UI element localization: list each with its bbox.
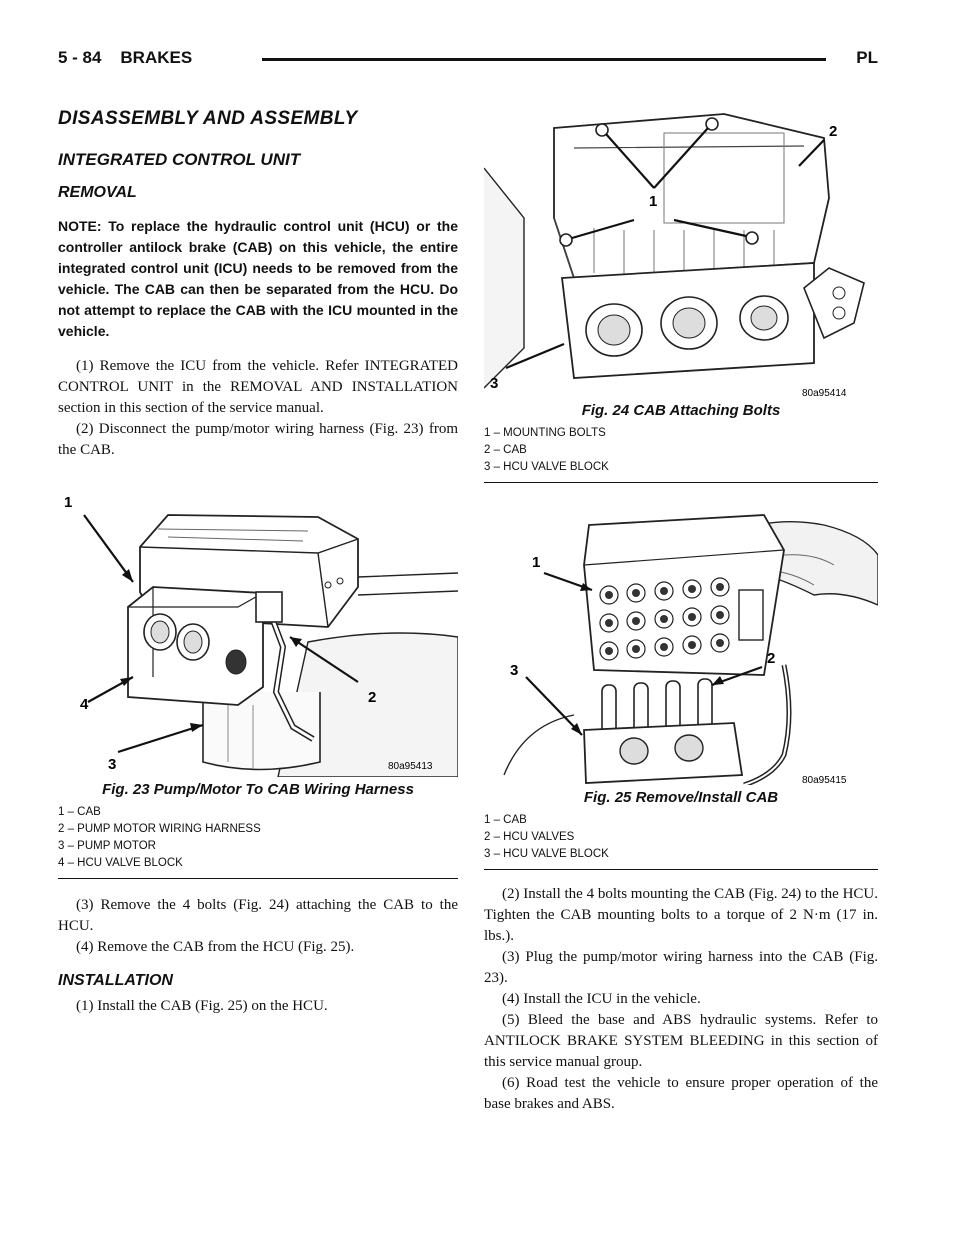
pump-motor-illustration [58,477,458,777]
figure-25 [484,495,878,870]
legend-item: 3 – PUMP MOTOR [58,840,156,852]
model-code: PL [856,48,878,67]
image-code: 80a95415 [802,775,847,785]
page-header [58,44,878,74]
page-number: 5 - 84 BRAKES [58,48,193,67]
removal-step: (4) Remove the CAB from the HCU (Fig. 25). [76,939,355,955]
callout-1: 1 [649,193,658,210]
header-rule [262,58,826,61]
removal-step: (1) Remove the ICU from the vehicle. Refer INTEGRATED CONTROL UNIT in the REMOVAL AND INSTALLATION section in this section of the service manual. [58,358,458,416]
image-code: 80a95414 [802,388,847,398]
installation-step: (3) Plug the pump/motor wiring harness into the CAB (Fig. 23). [484,949,878,986]
callout-1: 1 [532,554,541,571]
callout-3: 3 [490,375,499,392]
figure-caption: Fig. 23 Pump/Motor To CAB Wiring Harness [102,781,414,798]
removal-heading: REMOVAL [58,184,137,201]
installation-step: (5) Bleed the base and ABS hydraulic systems. Refer to ANTILOCK BRAKE SYSTEM BLEEDING in this section of this service manual group. [484,1012,878,1070]
figure-24 [484,108,878,483]
installation-step: (1) Install the CAB (Fig. 25) on the HCU. [76,998,328,1014]
remove-install-cab-illustration [484,495,878,785]
installation-step: (4) Install the ICU in the vehicle. [502,991,701,1007]
callout-3: 3 [108,756,117,773]
legend-item: 2 – HCU VALVES [484,831,575,843]
installation-heading: INSTALLATION [58,972,173,989]
figure-rule [484,482,878,483]
legend-item: 3 – HCU VALVE BLOCK [484,461,609,473]
removal-step: (2) Disconnect the pump/motor wiring harness (Fig. 23) from the CAB. [58,421,458,458]
removal-step: (3) Remove the 4 bolts (Fig. 24) attaching the CAB to the HCU. [58,897,458,934]
image-code: 80a95413 [388,761,433,772]
callout-2: 2 [767,650,776,667]
left-column [58,108,458,1017]
main-heading: DISASSEMBLY AND ASSEMBLY [58,108,358,129]
sub-heading: INTEGRATED CONTROL UNIT [58,150,301,169]
figure-legend [484,425,878,476]
callout-2: 2 [829,123,838,140]
cab-bolts-illustration [484,108,878,398]
installation-step: (2) Install the 4 bolts mounting the CAB (Fig. 24) to the HCU. Tighten the CAB mounting bolts to a torque of 2 N·m (17 in. lbs.). [484,886,878,944]
figure-23 [58,477,458,879]
note-text: NOTE: To replace the hydraulic control unit (HCU) or the controller antilock brake (CAB) on this vehicle, the entire integrated control unit (ICU) needs to be removed from the vehicle. The CAB can then be separated from the HCU. Do not attempt to replace the CAB with the ICU mounted in the vehicle. [58,218,458,339]
figure-caption: Fig. 25 Remove/Install CAB [583,789,779,806]
callout-3: 3 [510,662,519,679]
figure-caption: Fig. 24 CAB Attaching Bolts [581,402,781,419]
right-column [484,108,878,1115]
callout-2: 2 [368,689,377,706]
figure-rule [484,869,878,870]
figure-legend [58,804,458,872]
legend-item: 1 – MOUNTING BOLTS [484,427,606,439]
legend-item: 2 – PUMP MOTOR WIRING HARNESS [58,823,261,835]
legend-item: 3 – HCU VALVE BLOCK [484,848,609,860]
legend-item: 4 – HCU VALVE BLOCK [58,857,183,869]
figure-legend [484,812,878,863]
installation-step: (6) Road test the vehicle to ensure proper operation of the base brakes and ABS. [484,1075,878,1112]
legend-item: 1 – CAB [58,806,101,818]
callout-1: 1 [64,494,73,511]
callout-4: 4 [80,696,89,713]
legend-item: 2 – CAB [484,444,527,456]
legend-item: 1 – CAB [484,814,527,826]
figure-rule [58,878,458,879]
